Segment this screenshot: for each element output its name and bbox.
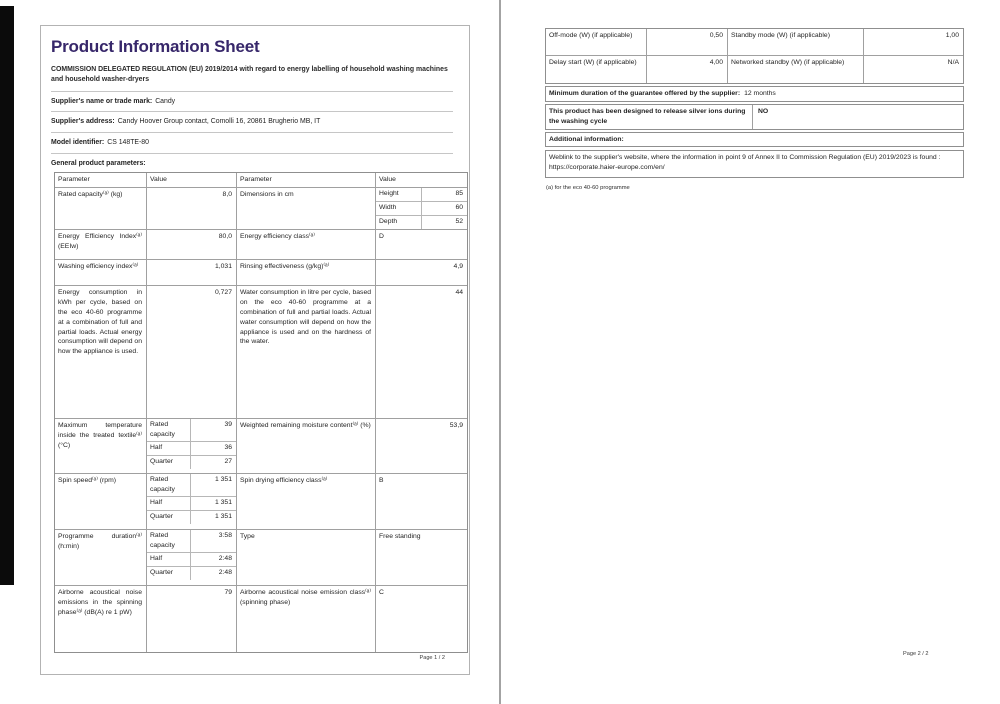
row-duration-type [55,530,467,586]
standby-label: Standby mode (W) (if applicable) [728,29,864,55]
page-1 [40,25,470,675]
rated-capacity-label: Rated capacity⁽ᵃ⁾ (kg) [55,188,147,229]
max-temperature-label: Maximum temperature inside the treated textile⁽ᵃ⁾ (°C) [55,419,147,473]
delay-start-value: 4,00 [647,56,728,83]
supplier-name-value: Candy [155,97,176,105]
dimension-row-width [376,202,467,216]
row-spin-speed-class [55,474,467,530]
power-modes-table [545,28,964,84]
subrow-key: Half [147,553,191,566]
dimension-value: 85 [421,188,467,201]
subrow-key: Half [147,442,191,455]
subrow-value: 2:48 [218,554,232,562]
networked-standby-value: N/A [947,59,959,66]
water-consumption-label: Water consumption in litre per cycle, based on the eco 40-60 programme at a combination of full and partial loads. Actual water consumption will depend on how the appliance is used and on the hardness of the water. [237,286,376,418]
row-off-standby [546,29,963,56]
subrow-rated [147,419,236,442]
additional-info-heading: Additional information: [545,132,964,148]
page-number-1: Page 1 / 2 [419,655,445,661]
subrow-quarter [147,511,236,524]
scan-edge-strip [0,6,14,585]
noise-class-label: Airborne acoustical noise emission class⁽ᵃ⁾ (spinning phase) [237,586,376,652]
silver-ions-value: NO [758,107,769,115]
subrow-half [147,442,236,456]
spin-speed-subtable [147,474,237,529]
rated-capacity-value: 8,0 [147,188,237,229]
model-identifier-label: Model identifier: [51,139,105,147]
subrow-value: 1 351 [214,476,232,484]
supplier-address-label: Supplier's address: [51,118,115,126]
networked-standby-label: Networked standby (W) (if applicable) [728,56,864,83]
energy-class-label: Energy efficiency class⁽ᵃ⁾ [237,230,376,259]
row-noise [55,586,467,652]
rinsing-value: 4,9 [453,263,463,271]
supplier-name-row [51,92,453,113]
subrow-key: Quarter [147,567,191,580]
supplier-address-value: Candy Hoover Group contact, Comolli 16, 20861 Brugherio MB, IT [117,118,321,126]
row-energy-water-consumption [55,286,467,419]
type-value: Free standing [379,533,421,541]
moisture-value: 53,9 [449,422,463,430]
washing-index-label: Washing efficiency index⁽ᵃ⁾ [55,260,147,285]
subrow-value: 2:48 [218,568,232,576]
guarantee-row [545,86,964,102]
supplier-weblink-text[interactable]: Weblink to the supplier's website, where the information in point 9 of Annex II to Commission Regulation (EU) 2019/2023 is found : https://corporate.haier-europe.com/en/ [545,150,964,178]
general-parameters-table [54,172,468,653]
energy-class-value: D [379,233,384,241]
eei-value: 80,0 [147,230,237,259]
subrow-quarter [147,456,236,469]
row-delay-networked [546,56,963,83]
table-header-row [55,173,467,188]
dimension-row-depth [376,216,467,229]
max-temperature-subtable [147,419,237,473]
dimensions-subtable [376,188,467,229]
silver-ions-label: This product has been designed to release silver ions during the washing cycle [546,105,753,129]
energy-consumption-label: Energy consumption in kWh per cycle, based on the eco 40-60 programme at a combination of full and partial loads. Actual energy consumption will depend on how the appliance is used. [55,286,147,418]
eei-label: Energy Efficiency Index⁽ᵃ⁾ (EEIᴡ) [55,230,147,259]
page-2 [545,28,964,193]
header-parameter-1: Parameter [55,173,147,187]
spin-class-value: B [379,477,384,485]
dimension-key: Width [379,204,397,212]
header-parameter-2: Parameter [237,173,376,187]
standby-value: 1,00 [945,32,959,39]
spin-class-label: Spin drying efficiency class⁽ᵃ⁾ [237,474,376,529]
type-label: Type [237,530,376,585]
subrow-key: Quarter [147,511,191,524]
page-number-2: Page 2 / 2 [903,651,929,657]
subrow-value: 27 [224,457,232,465]
duration-subtable [147,530,237,585]
model-identifier-row [51,133,453,154]
guarantee-value: 12 months [744,90,776,97]
row-max-temperature-moisture [55,419,467,474]
subrow-key: Rated capacity [147,419,191,441]
regulation-text: COMMISSION DELEGATED REGULATION (EU) 2019/2014 with regard to energy labelling of household washing machines and household washer-dryers [51,63,453,92]
rinsing-label: Rinsing effectiveness (g/kg)⁽ᵃ⁾ [237,260,376,285]
subrow-key: Half [147,497,191,510]
off-mode-label: Off-mode (W) (if applicable) [546,29,647,55]
page-divider [499,0,501,704]
subrow-key: Rated capacity [147,474,191,496]
dimensions-label: Dimensions in cm [237,188,376,229]
subrow-half [147,497,236,511]
noise-label: Airborne acoustical noise emissions in the spinning phase⁽ᵃ⁾ (dB(A) re 1 pW) [55,586,147,652]
subrow-value: 1 351 [214,498,232,506]
subrow-half [147,553,236,567]
subrow-value: 1 351 [214,512,232,520]
subrow-key: Quarter [147,456,191,469]
off-mode-value: 0,50 [647,29,728,55]
subrow-value: 39 [224,421,232,429]
subrow-key: Rated capacity [147,530,191,552]
subrow-rated [147,474,236,497]
dimension-row-height [376,188,467,202]
duration-label: Programme duration⁽ᵃ⁾ (h:min) [55,530,147,585]
model-identifier-value: CS 148TE-80 [107,139,149,147]
subrow-quarter [147,567,236,580]
row-rated-capacity-dimensions [55,188,467,230]
guarantee-label: Minimum duration of the guarantee offered by the supplier: [549,90,741,97]
row-washing-rinsing [55,260,467,286]
page-title: Product Information Sheet [51,37,260,56]
subrow-value: 36 [224,443,232,451]
spin-speed-label: Spin speed⁽ᵃ⁾ (rpm) [55,474,147,529]
header-value-1: Value [147,173,237,187]
washing-index-value: 1,031 [147,260,237,285]
header-value-2: Value [379,176,396,184]
subrow-value: 3:58 [218,532,232,540]
noise-value: 79 [147,586,237,652]
supplier-name-label: Supplier's name or trade mark: [51,97,153,105]
dimension-key: Depth [379,218,398,226]
silver-ions-row [545,104,964,130]
dimension-key: Height [379,190,399,198]
subrow-rated [147,530,236,553]
supplier-address-row [51,112,453,133]
dimension-value: 60 [421,202,467,215]
eco-footnote: (a) for the eco 40-60 programme [546,185,630,192]
energy-consumption-value: 0,727 [147,286,237,418]
noise-class-value: C [379,589,384,597]
general-params-heading: General product parameters: [51,159,146,167]
row-eei-energy-class [55,230,467,260]
moisture-label: Weighted remaining moisture content⁽ᵃ⁾ (%) [237,419,376,473]
delay-start-label: Delay start (W) (if applicable) [546,56,647,83]
dimension-value: 52 [421,216,467,229]
water-consumption-value: 44 [455,289,463,297]
